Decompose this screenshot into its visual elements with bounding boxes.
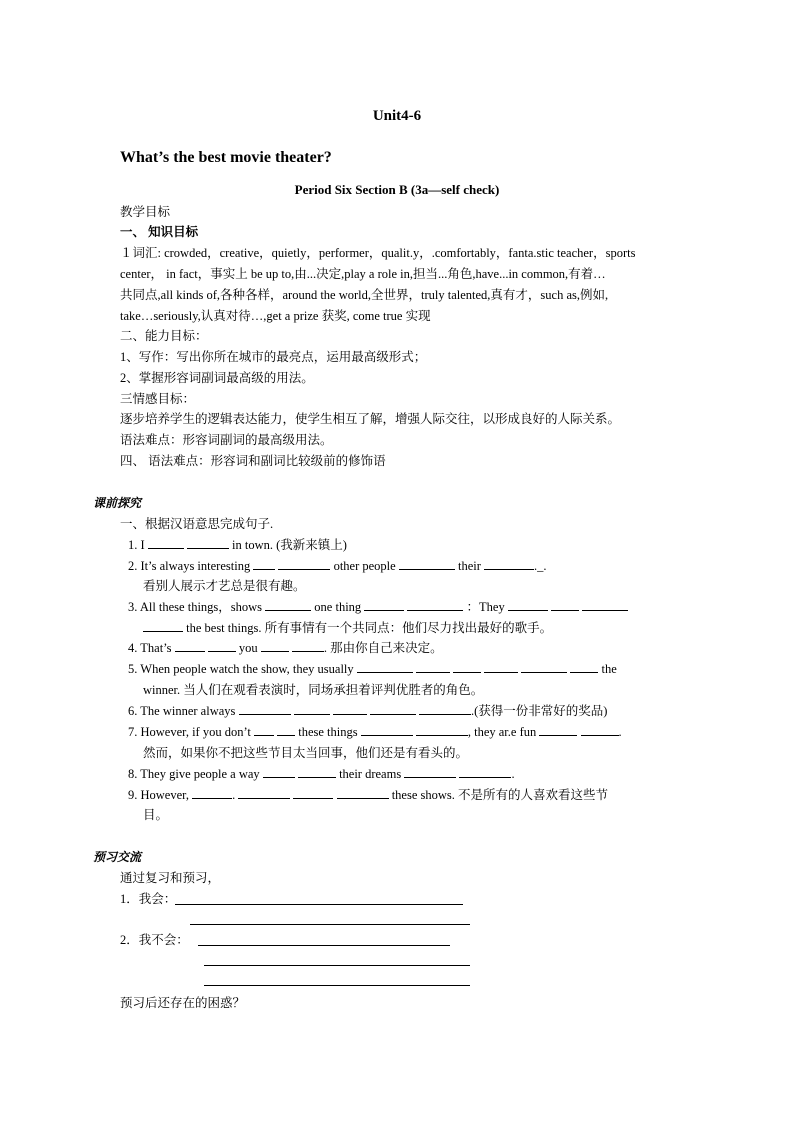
cannot-label: 2．我不会： — [120, 933, 189, 947]
vocab-line-3: 共同点,all kinds of,各种各样，around the world,全世界，truly talented,真有才，such as,例如, — [120, 288, 609, 302]
preview-instruction: 一、根据汉语意思完成句子. — [120, 517, 274, 531]
blank[interactable] — [261, 640, 289, 652]
blank[interactable] — [148, 537, 184, 549]
blank[interactable] — [364, 599, 404, 611]
cannot-answer-line-1[interactable] — [198, 945, 450, 946]
knowledge-heading: 一、 知识目标 — [120, 225, 199, 239]
blank[interactable] — [416, 724, 468, 736]
exercise-item-2-translation: 看别人展示才艺总是很有趣。 — [143, 579, 306, 593]
blank[interactable] — [551, 599, 579, 611]
blank[interactable] — [399, 558, 455, 570]
blank[interactable] — [508, 599, 548, 611]
exercise-item-7-translation: 然而，如果你不把这些节目太当回事，他们还是有看头的。 — [143, 746, 469, 760]
blank[interactable] — [254, 724, 274, 736]
exercise-item-5-line2: winner. 当人们在观看表演时，同场承担着评判优胜者的角色。 — [143, 683, 484, 697]
can-answer-line-2[interactable] — [190, 924, 470, 925]
exchange-section-title: 预习交流 — [93, 850, 142, 864]
exercise-item-6: 6. The winner always .(获得一份非常好的奖品) — [128, 704, 608, 718]
cannot-answer-line-3[interactable] — [204, 985, 470, 986]
blank[interactable] — [539, 724, 577, 736]
exercise-item-4: 4. That’s you . 那由你自己来决定。 — [128, 641, 443, 655]
blank[interactable] — [582, 599, 628, 611]
ability-2: 2、掌握形容词副词最高级的用法。 — [120, 371, 314, 385]
period-title: Period Six Section B (3a—self check) — [294, 182, 500, 197]
blank[interactable] — [292, 640, 324, 652]
blank[interactable] — [298, 766, 336, 778]
ability-heading: 二、能力目标： — [120, 329, 208, 343]
blank[interactable] — [208, 640, 236, 652]
blank[interactable] — [581, 724, 619, 736]
blank[interactable] — [570, 661, 598, 673]
exercise-item-8: 8. They give people a way their dreams . — [128, 767, 515, 781]
lesson-title: What’s the best movie theater? — [120, 149, 332, 166]
blank[interactable] — [484, 558, 534, 570]
exercise-item-3: 3. All these things，shows one thing ：They — [128, 599, 628, 615]
exercise-item-7: 7. However, if you don’t these things , they ar.e fun . — [128, 725, 622, 739]
can-label: 1．我会： — [120, 892, 177, 906]
blank[interactable] — [265, 599, 311, 611]
preview-section-title: 课前探究 — [93, 496, 142, 510]
blank[interactable] — [333, 703, 367, 715]
grammar-point-4: 四、 语法难点：形容词和副词比较级前的修饰语 — [120, 454, 386, 468]
blank[interactable] — [293, 787, 333, 799]
blank[interactable] — [277, 724, 295, 736]
blank[interactable] — [453, 661, 481, 673]
blank[interactable] — [404, 766, 456, 778]
blank[interactable] — [192, 787, 232, 799]
exercise-item-9-line2: 目。 — [143, 808, 169, 822]
ability-1: 1、写作：写出你所在城市的最亮点，运用最高级形式； — [120, 350, 427, 364]
blank[interactable] — [294, 703, 330, 715]
exercise-item-9: 9. However, . these shows. 不是所有的人喜欢看这些节 — [128, 788, 609, 802]
exercise-item-5: 5. When people watch the show, they usually the — [128, 662, 617, 676]
exercise-item-3-line2: the best things. 所有事情有一个共同点：他们尽力找出最好的歌手。 — [143, 620, 552, 636]
blank[interactable] — [278, 558, 330, 570]
exercise-item-1: 1. I in town. (我新来镇上) — [128, 538, 347, 552]
emotion-text: 逐步培养学生的逻辑表达能力，使学生相互了解，增强人际交往，以形成良好的人际关系。 — [120, 412, 621, 426]
blank[interactable] — [238, 787, 290, 799]
blank[interactable] — [407, 599, 463, 611]
blank[interactable] — [370, 703, 416, 715]
exchange-intro: 通过复习和预习， — [120, 871, 221, 885]
blank[interactable] — [357, 661, 413, 673]
blank[interactable] — [521, 661, 567, 673]
vocab-line-1: １词汇: crowded，creative，quietly，performer，qualit.y，.comfortably，fanta.stic teacher，sports — [120, 246, 636, 260]
blank[interactable] — [187, 537, 229, 549]
unit-title: Unit4-6 — [372, 108, 422, 124]
blank[interactable] — [239, 703, 291, 715]
blank[interactable] — [484, 661, 518, 673]
remaining-question: 预习后还存在的困惑？ — [120, 996, 246, 1010]
blank[interactable] — [263, 766, 295, 778]
objectives-heading: 教学目标 — [120, 205, 171, 219]
blank[interactable] — [175, 640, 205, 652]
emotion-heading: 三情感目标： — [120, 392, 196, 406]
cannot-answer-line-2[interactable] — [204, 965, 470, 966]
vocab-line-4: take…seriously,认真对待…,get a prize 获奖, come true 实现 — [120, 309, 431, 323]
blank[interactable] — [416, 661, 450, 673]
blank[interactable] — [253, 558, 275, 570]
blank[interactable] — [143, 620, 183, 632]
blank[interactable] — [361, 724, 413, 736]
blank[interactable] — [419, 703, 471, 715]
blank[interactable] — [459, 766, 511, 778]
vocab-line-2: center， in fact，事实上 be up to,由...决定,play a role in,担当...角色,have...in common,有着… — [120, 267, 606, 281]
can-answer-line-1[interactable] — [175, 904, 463, 905]
exercise-item-2: 2. It’s always interesting other people their ._. — [128, 559, 547, 573]
grammar-difficulty: 语法难点：形容词副词的最高级用法。 — [120, 433, 333, 447]
blank[interactable] — [337, 787, 389, 799]
